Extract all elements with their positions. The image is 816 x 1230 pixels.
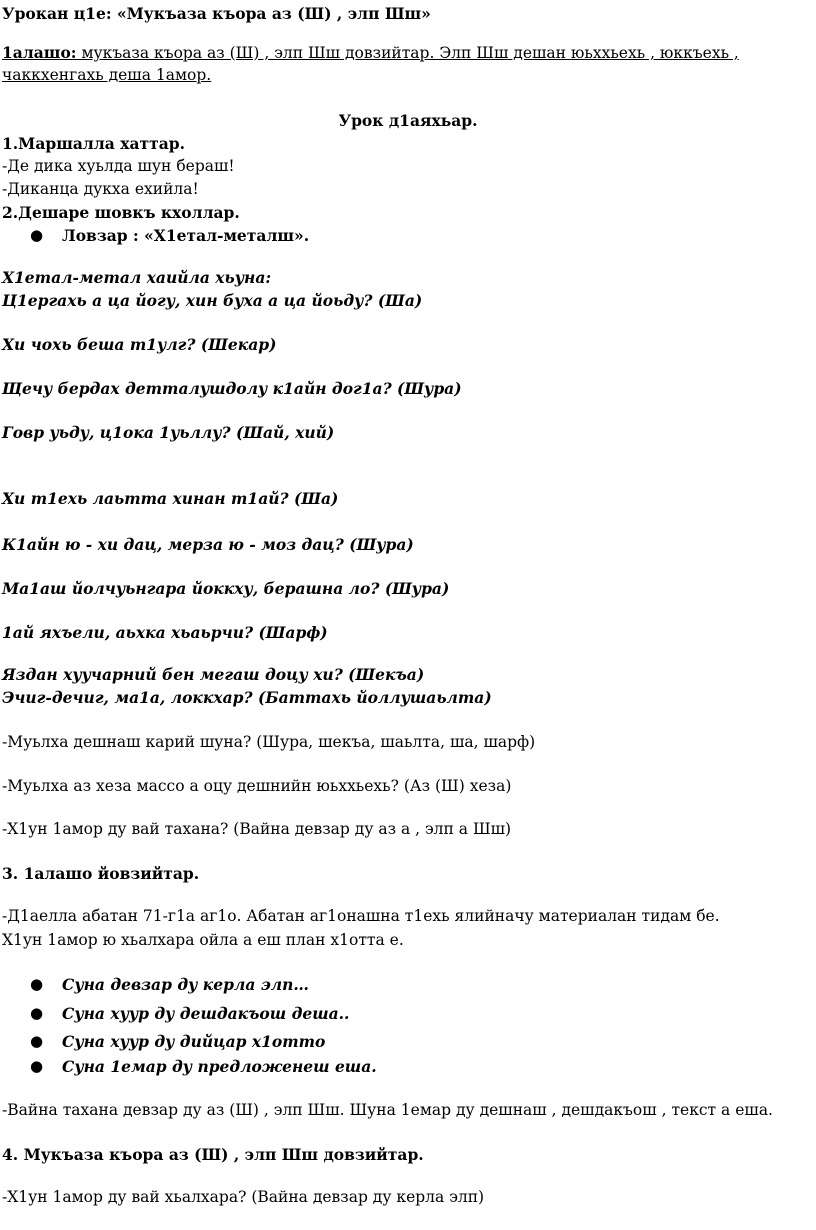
section-3-heading: 3. 1алашо йовзийтар. bbox=[2, 864, 200, 883]
riddle-line: Щечу бердах детталушдолу к1айн дог1а? (Шура) bbox=[2, 379, 462, 398]
goal-label: 1алашо: bbox=[2, 43, 77, 62]
plan-bullet: Суна хуур ду дийцар х1отто bbox=[62, 1032, 326, 1051]
plan-bullet: Суна девзар ду керла элп… bbox=[62, 975, 309, 994]
question-line: -Муьлха дешнаш карий шуна? (Шура, шекъа, шаьлта, ша, шарф) bbox=[2, 733, 536, 751]
riddle-line: К1айн ю - хи дац, мерза ю - моз дац? (Шура) bbox=[2, 535, 414, 554]
bullet-icon: ● bbox=[30, 1004, 44, 1022]
riddle-line: Ма1аш йолчуьнгара йоккху, берашна ло? (Шура) bbox=[2, 579, 450, 598]
reply-line: -Диканца дукха ехийла! bbox=[2, 180, 199, 198]
instruction-line-2: Х1ун 1амор ю хьалхара ойла а еш план х1отта е. bbox=[2, 931, 404, 949]
game-bullet: Ловзар : «Х1етал-металш». bbox=[62, 226, 310, 245]
question-line: -Х1ун 1амор ду вай тахана? (Вайна девзар ду аз а , элп а Шш) bbox=[2, 820, 512, 838]
riddle-line: Ц1ергахь а ца йогу, хин буха а ца йоьду? (Ша) bbox=[2, 291, 423, 310]
bullet-icon: ● bbox=[30, 975, 44, 993]
bullet-icon: ● bbox=[30, 1032, 44, 1050]
riddle-line: 1ай яхъели, аьхка хьаьрчи? (Шарф) bbox=[2, 623, 328, 642]
instruction-line-1: -Д1аелла абатан 71-г1а аг1о. Абатан аг1онашна т1ехь ялийначу материалан тидам бе. bbox=[2, 907, 720, 925]
riddle-line: Хи т1ехь лаьтта хинан т1ай? (Ша) bbox=[2, 489, 339, 508]
goal-text-1: мукъаза къора аз (Ш) , элп Шш довзийтар. Элп Шш дешан юьххьехь , юккъехь , bbox=[76, 44, 739, 62]
goal-line-2: чаккхенгахь деша 1амор. bbox=[2, 66, 212, 84]
lesson-title: Урокан ц1е: «Мукъаза къора аз (Ш) , элп Шш» bbox=[2, 4, 431, 23]
section-4-heading: 4. Мукъаза къора аз (Ш) , элп Шш довзийтар. bbox=[2, 1145, 424, 1164]
riddle-line: Говр уьду, ц1ока 1уьллу? (Шай, хий) bbox=[2, 423, 335, 442]
bullet-icon: ● bbox=[30, 226, 44, 244]
bullet-icon: ● bbox=[30, 1057, 44, 1075]
riddle-intro: Х1етал-метал хаийла хьуна: bbox=[2, 268, 272, 287]
goal-line-1 bbox=[2, 41, 739, 65]
lesson-heading: Урок д1аяхьар. bbox=[338, 111, 478, 130]
plan-bullet: Суна хуур ду дешдакъош деша.. bbox=[62, 1004, 350, 1023]
riddle-line: Яздан хуучарний бен мегаш доцу хи? (Шекъа) bbox=[2, 665, 425, 684]
section-1-heading: 1.Маршалла хаттар. bbox=[2, 134, 185, 153]
riddle-line: Хи чохь беша т1улг? (Шекар) bbox=[2, 335, 277, 354]
section-4-question: -Х1ун 1амор ду вай хьалхара? (Вайна девзар ду керла элп) bbox=[2, 1188, 485, 1206]
summary-line: -Вайна тахана девзар ду аз (Ш) , элп Шш. Шуна 1емар ду дешнаш , дешдакъош , текст а еша. bbox=[2, 1101, 773, 1119]
greeting-line: -Де дика хуьлда шун бераш! bbox=[2, 157, 235, 175]
plan-bullet: Суна 1емар ду предложенеш еша. bbox=[62, 1057, 377, 1076]
riddle-line: Эчиг-дечиг, ма1а, локкхар? (Баттахь йоллушаьлта) bbox=[2, 688, 492, 707]
section-2-heading: 2.Дешаре шовкъ кхоллар. bbox=[2, 203, 240, 222]
question-line: -Муьлха аз хеза массо а оцу дешнийн юьххьехь? (Аз (Ш) хеза) bbox=[2, 777, 512, 795]
